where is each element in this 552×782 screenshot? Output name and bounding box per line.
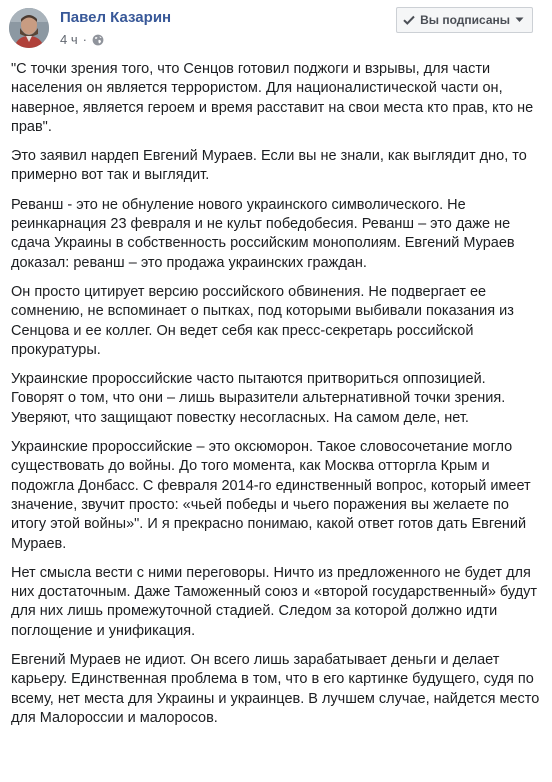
- post-paragraph: Это заявил нардеп Евгений Мураев. Если вы не знали, как выглядит дно, то примерно вот так и выглядит.: [11, 148, 527, 184]
- post-paragraph: Реванш - это не обнуление нового украинского символического. Не реинкарнация 23 февраля и не культ победобесия. Реванш – это даже не сдача Украины в собственность российским монополиям. Евгений Мураев доказал: реванш – это продажа украинских граждан.: [11, 196, 515, 271]
- author-name[interactable]: Павел Казарин: [60, 9, 172, 26]
- post-header: [0, 0, 552, 56]
- post-paragraph: Нет смысла вести с ними переговоры. Ничто из предложенного не будет для них достаточным. Даже Таможенный союз и «второй государственный» будут для них лишь промежуточной стадией. Следом за которой должно идти поглощение и унификация.: [11, 564, 538, 639]
- post-meta: [60, 32, 104, 47]
- post-paragraph: "С точки зрения того, что Сенцов готовил поджоги и взрывы, для части населения он является террористом. Для националистической части он, наверное, является героем и время расставит на свои места кто прав, кто не прав".: [11, 61, 534, 135]
- following-button-label: Вы подписаны: [420, 13, 510, 27]
- post-paragraph: Он просто цитирует версию российского обвинения. Не подвергает ее сомнению, не вспоминает о пытках, под которыми выбивали показания из Сенцова и ее коллег. Он ведет себя как пресс-секретарь российской прокуратуры.: [11, 283, 514, 358]
- post-time[interactable]: 4 ч: [60, 32, 78, 47]
- post-body: [11, 60, 541, 738]
- meta-separator: ·: [82, 32, 87, 47]
- post-paragraph: Евгений Мураев не идиот. Он всего лишь зарабатывает деньги и делает карьеру. Единственная проблема в том, что в его картинке будущего, судя по всему, нет места для Украины и украинцев. В лучшем случае, найдется место для Малороссии и малоросов.: [11, 652, 540, 726]
- globe-icon: [92, 34, 104, 46]
- post-paragraph: Украинские пророссийские – это оксюморон. Такое словосочетание могло существовать до войны. До того момента, как Москва отторгла Крым и подожгла Донбасс. С февраля 2014-го единственный вопрос, который имеет значение, звучит просто: «чьей победы и чьего поражения вы желаете по итогу этой войны»". И я прекрасно понимаю, какой ответ готов дать Евгений Мураев.: [11, 439, 531, 552]
- following-button[interactable]: [396, 7, 533, 33]
- avatar-photo: [9, 8, 49, 48]
- avatar[interactable]: [9, 8, 49, 48]
- post-paragraph: Украинские пророссийские часто пытаются притвориться оппозицией. Говорят о том, что они – лишь выразители альтернативной точки зрения. Уверяют, что защищают повестку несогласных. На самом деле, нет.: [11, 371, 506, 426]
- chevron-down-icon: [515, 17, 524, 23]
- checkmark-icon: [403, 15, 415, 25]
